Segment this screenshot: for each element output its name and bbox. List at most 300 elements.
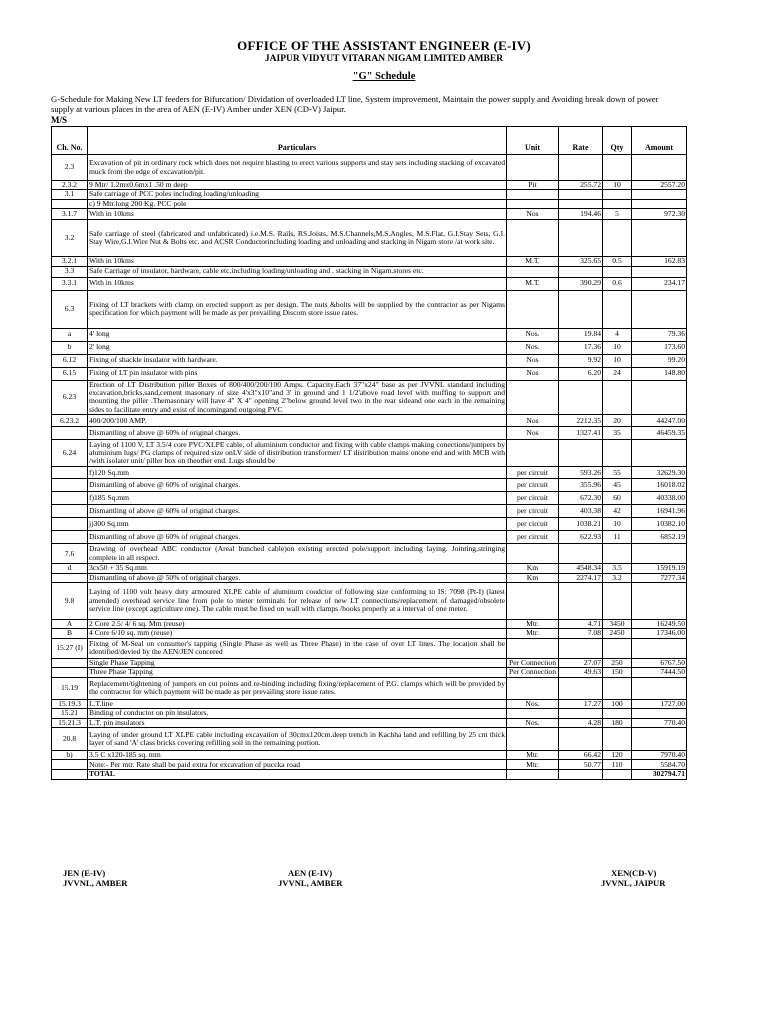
cell-particulars: Fixing of shackle insulator with hardware. xyxy=(88,354,507,367)
cell-qty xyxy=(603,220,632,257)
header-qty: Qty xyxy=(603,127,632,155)
cell-qty: 10 xyxy=(603,341,632,354)
cell-ch-no: 6.3 xyxy=(52,290,88,328)
cell-unit: Km xyxy=(507,564,559,573)
cell-unit: per circuit xyxy=(507,479,559,492)
cell-amount xyxy=(632,727,687,750)
cell-qty: 10 xyxy=(603,518,632,531)
table-row xyxy=(52,354,687,367)
cell-ch-no: d xyxy=(52,564,88,573)
cell-amount: 173.60 xyxy=(632,341,687,354)
signature-aen xyxy=(278,868,342,888)
table-row xyxy=(52,427,687,440)
signature-jen-org: JVVNL, AMBER xyxy=(63,878,128,888)
cell-particulars: Binding of conductor on pin insulators. xyxy=(88,709,507,718)
cell-qty: 2450 xyxy=(603,629,632,638)
table-row xyxy=(52,629,687,638)
cell-amount: 16249.50 xyxy=(632,620,687,629)
cell-rate: 1327.41 xyxy=(559,427,603,440)
cell-amount xyxy=(632,155,687,181)
cell-rate: 66.42 xyxy=(559,750,603,759)
cell-rate: 4.28 xyxy=(559,718,603,727)
cell-rate: 17.27 xyxy=(559,699,603,708)
cell-ch-no xyxy=(52,479,88,492)
cell-rate: 1038.21 xyxy=(559,518,603,531)
cell-particulars: With in 10kms xyxy=(88,277,507,290)
signature-xen-org: JVVNL, JAIPUR xyxy=(601,878,666,888)
cell-rate xyxy=(559,220,603,257)
table-row xyxy=(52,760,687,770)
table-row xyxy=(52,257,687,266)
cell-qty: 60 xyxy=(603,492,632,505)
cell-qty: 55 xyxy=(603,467,632,479)
cell-ch-no: 15.27 (I) xyxy=(52,638,88,658)
cell-qty: 42 xyxy=(603,505,632,518)
cell-particulars: Fixing of LT brackets with clamp on erected support as per design. The nuts &bolts will be supplied by the contractor as per Nigams specification for which payment will be made as per prevailing Discom store issue rates. xyxy=(88,290,507,328)
total-cell-empty xyxy=(603,770,632,779)
cell-particulars: Single Phase Tapping xyxy=(88,658,507,667)
table-row xyxy=(52,620,687,629)
cell-rate: 355.96 xyxy=(559,479,603,492)
cell-amount xyxy=(632,266,687,277)
table-row xyxy=(52,190,687,199)
table-row xyxy=(52,531,687,544)
cell-ch-no: 6.15 xyxy=(52,367,88,380)
cell-rate xyxy=(559,544,603,564)
company-name: JAIPUR VIDYUT VITARAN NIGAM LIMITED AMBER xyxy=(264,54,504,64)
cell-qty: 4 xyxy=(603,328,632,341)
cell-ch-no xyxy=(52,573,88,582)
table-row xyxy=(52,638,687,658)
cell-amount: 7277.34 xyxy=(632,573,687,582)
table-row xyxy=(52,479,687,492)
cell-qty: 100 xyxy=(603,699,632,708)
cell-qty xyxy=(603,266,632,277)
cell-amount xyxy=(632,380,687,415)
cell-rate: 4.71 xyxy=(559,620,603,629)
table-row xyxy=(52,583,687,620)
cell-qty: 3.2 xyxy=(603,573,632,582)
cell-unit xyxy=(507,677,559,699)
cell-rate: 325.65 xyxy=(559,257,603,266)
cell-qty xyxy=(603,290,632,328)
cell-amount: 15919.19 xyxy=(632,564,687,573)
cell-ch-no: 15.19.3 xyxy=(52,699,88,708)
cell-unit xyxy=(507,266,559,277)
cell-qty: 120 xyxy=(603,750,632,759)
cell-qty: 35 xyxy=(603,427,632,440)
table-row xyxy=(52,290,687,328)
table-row xyxy=(52,750,687,759)
total-amount: 302794.71 xyxy=(632,770,687,779)
cell-unit: Mtr. xyxy=(507,620,559,629)
cell-rate xyxy=(559,727,603,750)
table-row xyxy=(52,505,687,518)
cell-qty: 11 xyxy=(603,531,632,544)
cell-particulars: Dismantling of above @ 50% of original charges. xyxy=(88,573,507,582)
cell-rate: 49.63 xyxy=(559,668,603,677)
cell-amount: 79.36 xyxy=(632,328,687,341)
cell-qty: 110 xyxy=(603,760,632,770)
cell-unit: M.T. xyxy=(507,257,559,266)
cell-qty xyxy=(603,544,632,564)
cell-particulars: j)300 Sq.mm xyxy=(88,518,507,531)
cell-rate xyxy=(559,190,603,199)
table-row xyxy=(52,220,687,257)
cell-qty: 20 xyxy=(603,415,632,427)
cell-amount: 16018.02 xyxy=(632,479,687,492)
signature-jen-title: JEN (E-IV) xyxy=(63,868,106,878)
cell-rate xyxy=(559,677,603,699)
cell-particulars: Laying of under ground LT XLPE cable including excavation of 30cmx120cm.deep trench in Kachha land and refilling by 25 cm thick layer of sand 'A' class bricks covering refilling soil in the remaining portion. xyxy=(88,727,507,750)
table-row xyxy=(52,209,687,220)
cell-unit xyxy=(507,544,559,564)
cell-particulars: L.T. pin insulators xyxy=(88,718,507,727)
cell-particulars: 2' long xyxy=(88,341,507,354)
cell-particulars: Dismantling of above @ 60% of original charges. xyxy=(88,427,507,440)
cell-qty xyxy=(603,155,632,181)
signature-aen-title: AEN (E-IV) xyxy=(288,868,333,878)
header-particulars: Particulars xyxy=(88,127,507,155)
cell-ch-no xyxy=(52,427,88,440)
cell-rate xyxy=(559,709,603,718)
cell-qty xyxy=(603,380,632,415)
cell-qty: 10 xyxy=(603,354,632,367)
cell-amount: 46459.35 xyxy=(632,427,687,440)
cell-amount: 972.30 xyxy=(632,209,687,220)
cell-unit: per circuit xyxy=(507,531,559,544)
total-cell-empty xyxy=(52,770,88,779)
cell-amount: 5584.70 xyxy=(632,760,687,770)
table-row xyxy=(52,415,687,427)
table-row xyxy=(52,181,687,190)
cell-rate: 2274.17 xyxy=(559,573,603,582)
cell-rate xyxy=(559,583,603,620)
cell-ch-no: A xyxy=(52,620,88,629)
cell-qty: 0.5 xyxy=(603,257,632,266)
cell-particulars: 4 Core 6/10 sq. mm (reuse) xyxy=(88,629,507,638)
cell-particulars: Laying of 1100 volt heavy duty armoured XLPE cable of aluminum coudctor of following size conforming to IS: 7098 (Pt-I) (latest amended) overhead service line from pole to meter terminals for release of new LT connections/replacement of damaged/obsolete service line (except agriculture one). The cable must be fixed on wall with clamps /hooks properly at a interval of one meter. xyxy=(88,583,507,620)
header-amount: Amount xyxy=(632,127,687,155)
total-row xyxy=(52,770,687,779)
cell-unit: Per Connection xyxy=(507,658,559,667)
cell-particulars: Safe carriage of steel (fabricated and unfabricated) i.e.M.S. Rails, RS.Joists, M.S.Channels,M.S.Angles, M.S.Flat, G.I.Stay Sets, G.I. Stay Wire,G.I.Wire Nut & Bolts etc. and ACSR Conductorincluding loading and unloading and stacking in Nigam store /at work site. xyxy=(88,220,507,257)
table-row xyxy=(52,564,687,573)
cell-amount: 44247.00 xyxy=(632,415,687,427)
table-row xyxy=(52,727,687,750)
header-ch-no: Ch. No. xyxy=(52,127,88,155)
cell-ch-no xyxy=(52,518,88,531)
table-row xyxy=(52,380,687,415)
table-row xyxy=(52,718,687,727)
total-cell-empty xyxy=(507,770,559,779)
cell-unit: Nos xyxy=(507,367,559,380)
cell-rate xyxy=(559,290,603,328)
cell-ch-no: 6.12 xyxy=(52,354,88,367)
cell-unit: Nos xyxy=(507,415,559,427)
intro-paragraph: G-Schedule for Making New LT feeders for Bifurcation/ Dividation of overloaded LT line, System improvement, Maintain the power supply and Avoiding break down of power supply at various places in the area of AEN (E-IV) Amber under XEN (CD-V) Jaipur. xyxy=(51,94,659,114)
table-row xyxy=(52,277,687,290)
cell-amount xyxy=(632,544,687,564)
cell-particulars: 3cx50 + 35 Sq.mm xyxy=(88,564,507,573)
cell-unit xyxy=(507,727,559,750)
cell-unit: Nos. xyxy=(507,328,559,341)
cell-rate: 593.26 xyxy=(559,467,603,479)
cell-amount: 40338.00 xyxy=(632,492,687,505)
cell-amount: 2557.20 xyxy=(632,181,687,190)
cell-unit: Mtr. xyxy=(507,750,559,759)
cell-ch-no: a xyxy=(52,328,88,341)
cell-amount xyxy=(632,290,687,328)
cell-unit: Mtr. xyxy=(507,629,559,638)
cell-ch-no xyxy=(52,199,88,208)
cell-unit xyxy=(507,709,559,718)
cell-amount: 10382.10 xyxy=(632,518,687,531)
cell-particulars: Drawing of overhead ABC conductor (Areal bunched cable)on existing erected pole/support including laying. Jointing,stringing complete in all respect. xyxy=(89,544,505,562)
cell-particulars: f)185 Sq.mm xyxy=(88,492,507,505)
cell-ch-no: 15.21.3 xyxy=(52,718,88,727)
cell-qty: 3.5 xyxy=(603,564,632,573)
cell-ch-no: 20.8 xyxy=(52,727,88,750)
cell-ch-no: 3.1.7 xyxy=(52,209,88,220)
cell-ch-no: b) xyxy=(52,750,88,759)
cell-amount: 162.83 xyxy=(632,257,687,266)
cell-rate: 9.92 xyxy=(559,354,603,367)
cell-ch-no xyxy=(52,531,88,544)
cell-ch-no: B xyxy=(52,629,88,638)
table-row xyxy=(52,492,687,505)
cell-particulars: Fixing of M-Seal on consumer's tapping (Single Phase as well as Three Phase) in the case of over LT lines. The location shall be identified/devied by the AEN/JEN concered xyxy=(89,638,505,657)
cell-ch-no xyxy=(52,467,88,479)
office-title: OFFICE OF THE ASSISTANT ENGINEER (E-IV) xyxy=(237,38,531,53)
cell-qty: 24 xyxy=(603,367,632,380)
cell-qty xyxy=(603,583,632,620)
cell-particulars: Safe carriage of PCC poles including loading/unloading xyxy=(88,190,507,199)
cell-unit: Nos. xyxy=(507,341,559,354)
cell-qty xyxy=(603,190,632,199)
cell-particulars: Replacement/tightening of jumpers on cut points and re-binding including fixing/replacement of P.G. clamps which will be provided by the contractor for which payment will be made as per prevailing store issue rates. xyxy=(88,677,507,699)
cell-particulars: Fixing of LT pin insulator with pins xyxy=(88,367,507,380)
cell-ch-no xyxy=(52,492,88,505)
signature-xen xyxy=(601,868,665,888)
cell-particulars: Dismantling of above @ 60% of original charges. xyxy=(88,531,507,544)
cell-unit xyxy=(507,440,559,467)
cell-rate: 7.08 xyxy=(559,629,603,638)
cell-unit: Nos. xyxy=(507,699,559,708)
cell-amount xyxy=(632,677,687,699)
cell-qty xyxy=(603,709,632,718)
cell-amount: 6767.50 xyxy=(632,658,687,667)
cell-qty: 5 xyxy=(603,209,632,220)
cell-particulars: Erection of LT Distribution piller Boxes of 800/400/200/100 Amps. Capacity.Each 37"x24" base as per JVVNL standard including excavation,bricks,sand,cement masonary of size 4'x3"x10"and 3' in ground and 1 1/2'above road level with muffing to support and mounting the piller .Themasonary will have 4" X 4" opening 2"below ground level two in the rear sideand one each in the remaining sides to facilitate entry and exist of incomingand outgoing PVC xyxy=(89,380,505,414)
cell-unit xyxy=(507,155,559,181)
cell-particulars: With in 10kms xyxy=(88,257,507,266)
cell-qty: 3450 xyxy=(603,620,632,629)
cell-rate xyxy=(559,380,603,415)
cell-ch-no: 15.21 xyxy=(52,709,88,718)
cell-amount: 32629.30 xyxy=(632,467,687,479)
cell-unit xyxy=(507,290,559,328)
cell-amount xyxy=(632,583,687,620)
signature-aen-org: JVVNL, AMBER xyxy=(278,878,343,888)
cell-ch-no: 9.8 xyxy=(52,583,88,620)
table-row xyxy=(52,709,687,718)
cell-ch-no: 7.6 xyxy=(52,544,88,564)
cell-amount: 770.40 xyxy=(632,718,687,727)
cell-unit: Mtr. xyxy=(507,760,559,770)
cell-rate: 255.72 xyxy=(559,181,603,190)
cell-ch-no: 2.3.2 xyxy=(52,181,88,190)
table-row xyxy=(52,518,687,531)
ms-label: M/S xyxy=(51,115,68,125)
cell-rate: 390.29 xyxy=(559,277,603,290)
cell-rate xyxy=(559,199,603,208)
schedule-title: "G" Schedule xyxy=(352,71,416,82)
table-row xyxy=(52,328,687,341)
cell-rate: 6.20 xyxy=(559,367,603,380)
cell-amount: 7444.50 xyxy=(632,668,687,677)
cell-qty: 180 xyxy=(603,718,632,727)
table-row xyxy=(52,573,687,582)
table-row xyxy=(52,341,687,354)
cell-particulars: Safe Carriage of insulator, hardware, cable etc.including loading/unloading and . stacking in Nigam.stores etc. xyxy=(88,266,507,277)
cell-unit: per circuit xyxy=(507,467,559,479)
table-row xyxy=(52,199,687,208)
table-row xyxy=(52,155,687,181)
table-row xyxy=(52,467,687,479)
cell-unit: per circuit xyxy=(507,492,559,505)
cell-amount: 234.17 xyxy=(632,277,687,290)
cell-ch-no: 3.2.1 xyxy=(52,257,88,266)
cell-particulars: L.T.line xyxy=(88,699,507,708)
cell-ch-no: 6.23.2 xyxy=(52,415,88,427)
table-row xyxy=(52,699,687,708)
cell-particulars: With in 10kms xyxy=(88,209,507,220)
cell-unit: per circuit xyxy=(507,518,559,531)
cell-unit: Km xyxy=(507,573,559,582)
cell-unit: Pit xyxy=(507,181,559,190)
header-rate: Rate xyxy=(559,127,603,155)
cell-ch-no: 3.3.1 xyxy=(52,277,88,290)
cell-particulars: 2 Core 2.5/ 4/ 6 sq. Mm (reuse) xyxy=(88,620,507,629)
cell-amount: 148.80 xyxy=(632,367,687,380)
signature-jen xyxy=(63,868,127,888)
cell-rate: 403.38 xyxy=(559,505,603,518)
cell-particulars: 9 Mtr/ 1.2mx0.6mx1 .50 m deep xyxy=(88,181,507,190)
cell-unit xyxy=(507,380,559,415)
total-cell-empty xyxy=(559,770,603,779)
cell-particulars: Note:- Per mtr. Rate shall be paid extra for excavation of puccka road xyxy=(88,760,507,770)
signature-xen-title: XEN(CD-V) xyxy=(611,868,657,878)
schedule-table xyxy=(51,126,687,780)
cell-ch-no xyxy=(52,505,88,518)
cell-amount: 1727.00 xyxy=(632,699,687,708)
cell-rate xyxy=(559,266,603,277)
cell-amount xyxy=(632,220,687,257)
cell-unit xyxy=(507,583,559,620)
header-unit: Unit xyxy=(507,127,559,155)
table-row xyxy=(52,544,687,564)
cell-qty: 250 xyxy=(603,658,632,667)
cell-unit: Nos xyxy=(507,427,559,440)
cell-rate: 27.07 xyxy=(559,658,603,667)
cell-unit: Nos xyxy=(507,354,559,367)
cell-particulars: 3.5 C x120-185 sq. mm xyxy=(88,750,507,759)
cell-ch-no: 3.3 xyxy=(52,266,88,277)
table-row xyxy=(52,367,687,380)
cell-unit: Nos. xyxy=(507,718,559,727)
cell-rate: 194.46 xyxy=(559,209,603,220)
cell-rate: 19.84 xyxy=(559,328,603,341)
cell-particulars: Three Phase Tapping xyxy=(88,668,507,677)
total-label: TOTAL xyxy=(88,770,507,779)
cell-ch-no: 3.1 xyxy=(52,190,88,199)
cell-unit xyxy=(507,199,559,208)
cell-unit xyxy=(507,190,559,199)
cell-amount xyxy=(632,638,687,658)
cell-amount xyxy=(632,199,687,208)
cell-qty xyxy=(603,638,632,658)
cell-particulars: Excavation of pit in ordinary rock which does not require blasting to erect various supports and stay sets including stacking of excavated muck from the edge of excavation/pit. xyxy=(88,155,507,181)
cell-particulars: Laying of 1100 V, LT 3.5/4 core PVC/XLPE cable, of aluminium conductor and fixing with cable clamps making conections/jumpers by aluminium lugs/ PG clamps of required size onLV side of distribution transformer/ LT distribution mains onone end and with MCB with /with isolater unit/ piller box on theother end. Lugs should be xyxy=(89,439,505,466)
cell-qty: 0.6 xyxy=(603,277,632,290)
cell-ch-no xyxy=(52,658,88,667)
cell-amount: 17346.00 xyxy=(632,629,687,638)
cell-unit xyxy=(507,220,559,257)
table-row xyxy=(52,677,687,699)
cell-unit: Nos xyxy=(507,209,559,220)
table-header-row xyxy=(52,127,687,155)
table-row xyxy=(52,266,687,277)
table-row xyxy=(52,440,687,467)
cell-qty: 10 xyxy=(603,181,632,190)
cell-ch-no: 2.3 xyxy=(52,155,88,181)
table-row xyxy=(52,668,687,677)
cell-ch-no xyxy=(52,760,88,770)
cell-ch-no: 15.19 xyxy=(52,677,88,699)
cell-amount: 16941.96 xyxy=(632,505,687,518)
cell-particulars: c) 9 Mtr.long 200 Kg. PCC pole xyxy=(88,199,507,208)
cell-qty xyxy=(603,727,632,750)
cell-qty xyxy=(603,677,632,699)
table-row xyxy=(52,658,687,667)
cell-particulars: f)120 Sq.mm xyxy=(88,467,507,479)
cell-rate: 50.77 xyxy=(559,760,603,770)
cell-rate xyxy=(559,440,603,467)
cell-amount: 6852.19 xyxy=(632,531,687,544)
cell-particulars: Dismantling of above @ 60% of original charges. xyxy=(88,505,507,518)
cell-ch-no xyxy=(52,668,88,677)
cell-amount: 7970.40 xyxy=(632,750,687,759)
cell-amount xyxy=(632,440,687,467)
cell-particulars: Dismantling of above @ 60% of original charges. xyxy=(88,479,507,492)
cell-qty: 45 xyxy=(603,479,632,492)
cell-qty xyxy=(603,199,632,208)
cell-amount xyxy=(632,709,687,718)
cell-ch-no: 3.2 xyxy=(52,220,88,257)
cell-rate xyxy=(559,155,603,181)
cell-rate: 622.93 xyxy=(559,531,603,544)
cell-particulars: 400/200/100 AMP. xyxy=(88,415,507,427)
cell-ch-no: 6.24 xyxy=(52,440,88,467)
cell-ch-no: b xyxy=(52,341,88,354)
cell-qty xyxy=(603,440,632,467)
cell-ch-no: 6.23 xyxy=(52,380,88,415)
cell-rate: 4548.34 xyxy=(559,564,603,573)
cell-rate: 17.36 xyxy=(559,341,603,354)
cell-rate: 2212.35 xyxy=(559,415,603,427)
cell-rate xyxy=(559,638,603,658)
